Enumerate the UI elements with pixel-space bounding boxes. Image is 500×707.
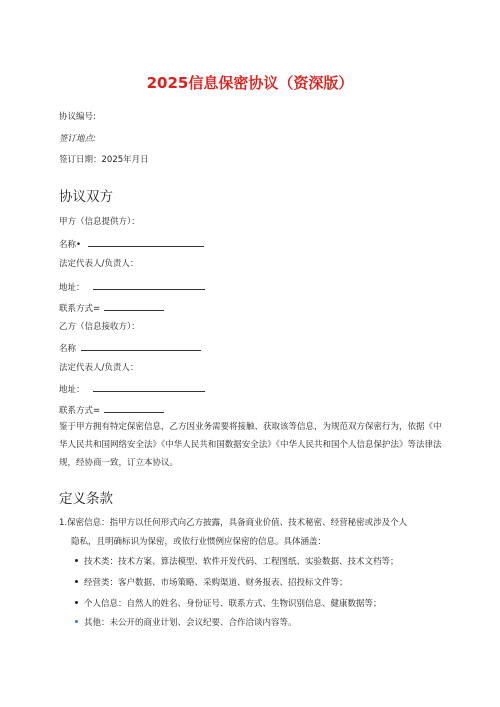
party-a-rep-label: 法定代表人/负责人： <box>59 259 139 269</box>
signing-place-label: 签订地点: <box>59 134 96 144</box>
party-b-name-row <box>59 341 201 355</box>
list-item: 技术类：技术方案、算法模型、软件开发代码、工程图纸、实验数据、技术文档等； <box>75 556 399 568</box>
definition-item-1-line-2: 隐私，且明确标识为保密，或依行业惯例应保密的信息。具体涵盖： <box>71 537 327 547</box>
bullet-icon <box>75 601 78 604</box>
bullet-icon <box>75 559 78 562</box>
party-a-title: 甲方（信息提供方）： <box>59 217 140 227</box>
party-a-contact-label: 联系方式= <box>59 304 101 314</box>
definition-item-1-line-1: 1.保密信息：指甲方以任何形式向乙方披露，具备商业价值、技术秘密、经营秘密或涉及个人 <box>59 518 408 528</box>
party-b-name-label: 名称 <box>59 344 77 354</box>
preamble-paragraph: 鉴于甲方拥有特定保密信息，乙方因业务需要将接触、获取该等信息，为规范双方保密行为，依据《中华人民共和国网络安全法》《中华人民共和国数据安全法》《中华人民共和国个人信息保护法》等法律法规，经协商一致，订立本协议。 <box>59 422 442 468</box>
definition-item-1 <box>59 514 449 552</box>
party-a-contact-row <box>59 301 164 315</box>
party-b-address-row <box>59 382 205 396</box>
bullet-icon <box>75 580 78 583</box>
party-a-name-row <box>59 237 204 251</box>
party-b-title: 乙方（信息接收方）： <box>59 322 140 332</box>
party-a-name-blank[interactable] <box>88 237 204 247</box>
list-item: 其他：未公开的商业计划、会议纪要、合作洽谈内容等。 <box>75 617 297 629</box>
party-b-address-blank[interactable] <box>93 382 205 392</box>
parties-heading: 协议双方 <box>59 189 113 205</box>
party-a-contact-blank[interactable] <box>104 301 164 311</box>
party-a-address-blank[interactable] <box>93 280 205 290</box>
party-a-address-row <box>59 280 205 294</box>
party-b-name-blank[interactable] <box>81 341 201 351</box>
definitions-heading: 定义条款 <box>59 491 113 507</box>
list-item: 经营类：客户数据、市场策略、采购渠道、财务报表、招投标文件等； <box>75 577 348 589</box>
signing-date-label: 签订日期：2025年月日 <box>59 155 149 165</box>
party-b-rep-label: 法定代表人/负责人： <box>59 363 139 373</box>
party-b-contact-blank[interactable] <box>104 403 164 413</box>
document-title: 2025信息保密协议（资深版） <box>146 74 354 92</box>
party-a-address-label: 地址： <box>59 283 85 293</box>
party-b-contact-label: 联系方式= <box>59 406 101 416</box>
agreement-number-label: 协议编号: <box>59 112 96 122</box>
list-item: 个人信息：自然人的姓名、身份证号、联系方式、生物识别信息、健康数据等； <box>75 598 382 610</box>
party-a-name-label: 名称• <box>59 240 82 250</box>
party-b-contact-row <box>59 403 164 417</box>
party-b-address-label: 地址： <box>59 385 85 395</box>
bullet-icon <box>75 620 78 623</box>
